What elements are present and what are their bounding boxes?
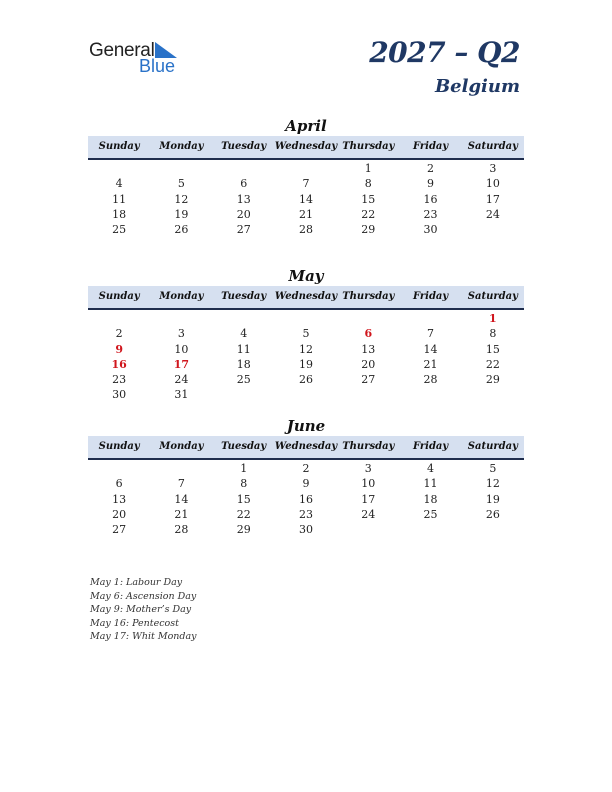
day-cell: 24 <box>485 207 500 221</box>
day-cell: 27 <box>236 223 251 237</box>
holiday-note: May 17: Whit Monday <box>90 631 197 643</box>
day-cell: 19 <box>298 357 313 371</box>
weekday-label: Thursday <box>342 141 395 152</box>
empty-day-cell <box>399 522 461 537</box>
day-cell: 10 <box>361 477 376 491</box>
weekday-header-row <box>88 136 524 160</box>
weekday-label: Thursday <box>342 441 395 452</box>
day-cell: 17 <box>485 192 500 206</box>
weekday-label: Sunday <box>98 291 140 302</box>
weekday-label: Friday <box>412 141 449 152</box>
holiday-note: May 6: Ascension Day <box>90 590 197 602</box>
day-cell: 7 <box>177 477 185 491</box>
day-cell: 28 <box>174 523 189 537</box>
day-cell: 18 <box>236 357 251 371</box>
day-cell: 15 <box>485 342 500 356</box>
empty-day-cell <box>275 311 337 326</box>
logo-word-blue: Blue <box>139 56 176 76</box>
day-cell: 11 <box>423 477 438 491</box>
holiday-note: May 16: Pentecost <box>90 617 179 629</box>
empty-day-cell <box>462 387 524 402</box>
weekday-label: Monday <box>159 141 204 152</box>
day-cell: 17 <box>173 357 190 371</box>
empty-day-cell <box>213 387 275 402</box>
day-cell: 22 <box>361 207 376 221</box>
empty-day-cell <box>337 311 399 326</box>
week-row <box>88 311 524 326</box>
day-cell: 1 <box>240 462 248 475</box>
day-cell: 5 <box>177 177 185 191</box>
day-cell: 14 <box>423 342 438 356</box>
day-cell: 9 <box>427 177 435 191</box>
day-cell: 10 <box>174 342 189 356</box>
week-row <box>88 522 524 537</box>
holiday-note: May 9: Mother’s Day <box>90 604 192 616</box>
day-cell: 25 <box>112 223 127 237</box>
day-cell: 23 <box>298 507 313 521</box>
week-row <box>88 492 524 507</box>
day-cell: 13 <box>112 492 127 506</box>
weekday-label: Friday <box>412 291 449 302</box>
day-cell: 22 <box>236 507 251 521</box>
empty-day-cell <box>213 161 275 176</box>
week-row <box>88 326 524 341</box>
weekday-header-row <box>88 286 524 310</box>
day-cell: 4 <box>115 177 123 191</box>
weekday-label: Tuesday <box>221 291 267 302</box>
day-cell: 22 <box>485 357 500 371</box>
day-cell: 8 <box>489 327 497 341</box>
day-cell: 16 <box>423 192 438 206</box>
day-cell: 1 <box>364 162 372 175</box>
day-cell: 28 <box>298 223 313 237</box>
day-cell: 7 <box>302 177 310 191</box>
day-cell: 11 <box>236 342 251 356</box>
weekday-header-row <box>88 436 524 460</box>
empty-day-cell <box>399 387 461 402</box>
week-row <box>88 207 524 222</box>
weekday-label: Wednesday <box>274 291 338 302</box>
month-may <box>88 266 524 403</box>
day-cell: 2 <box>302 462 310 475</box>
empty-day-cell <box>275 161 337 176</box>
empty-day-cell <box>88 311 150 326</box>
page-title: 2027 – Q2 <box>369 36 520 69</box>
month-name: May <box>288 267 324 285</box>
week-row <box>88 342 524 357</box>
day-cell: 9 <box>302 477 310 491</box>
week-row <box>88 161 524 176</box>
month-name: April <box>285 117 327 135</box>
day-cell: 13 <box>236 192 251 206</box>
day-cell: 14 <box>174 492 189 506</box>
day-cell: 6 <box>115 477 123 491</box>
day-cell: 12 <box>485 477 500 491</box>
day-cell: 11 <box>112 192 127 206</box>
empty-day-cell <box>88 161 150 176</box>
day-cell: 6 <box>364 327 373 341</box>
day-cell: 29 <box>361 223 376 237</box>
week-row <box>88 461 524 476</box>
day-cell: 12 <box>298 342 313 356</box>
weekday-label: Monday <box>159 291 204 302</box>
weekday-label: Saturday <box>467 291 518 302</box>
day-cell: 12 <box>174 192 189 206</box>
day-cell: 21 <box>174 507 189 521</box>
weekday-label: Monday <box>159 441 204 452</box>
day-cell: 23 <box>423 207 438 221</box>
weekday-label: Tuesday <box>221 441 267 452</box>
day-cell: 9 <box>115 342 123 356</box>
day-cell: 16 <box>298 492 313 506</box>
empty-day-cell <box>337 522 399 537</box>
day-cell: 20 <box>236 207 251 221</box>
weekday-label: Saturday <box>467 141 518 152</box>
week-row <box>88 357 524 372</box>
day-cell: 25 <box>236 373 251 387</box>
day-cell: 15 <box>361 192 376 206</box>
empty-day-cell <box>337 387 399 402</box>
day-cell: 16 <box>111 357 127 371</box>
day-cell: 20 <box>112 507 127 521</box>
country-name: Belgium <box>434 76 520 97</box>
empty-day-cell <box>150 461 212 476</box>
day-cell: 30 <box>423 223 438 237</box>
day-cell: 20 <box>361 357 376 371</box>
week-row <box>88 372 524 387</box>
day-cell: 25 <box>423 507 438 521</box>
day-cell: 19 <box>174 207 189 221</box>
holiday-note: May 1: Labour Day <box>90 577 183 588</box>
week-row <box>88 176 524 191</box>
month-name: June <box>286 417 326 435</box>
day-cell: 26 <box>174 223 189 237</box>
day-cell: 10 <box>485 177 500 191</box>
weekday-label: Saturday <box>467 441 518 452</box>
day-cell: 27 <box>361 373 376 387</box>
day-cell: 1 <box>489 312 497 325</box>
day-cell: 6 <box>240 177 248 191</box>
empty-day-cell <box>462 222 524 237</box>
week-row <box>88 507 524 522</box>
weekday-label: Friday <box>412 441 449 452</box>
day-cell: 30 <box>112 388 127 402</box>
day-cell: 24 <box>174 373 189 387</box>
week-row <box>88 192 524 207</box>
day-cell: 21 <box>298 207 313 221</box>
day-cell: 3 <box>364 462 372 475</box>
day-cell: 13 <box>361 342 376 356</box>
day-cell: 18 <box>423 492 438 506</box>
day-cell: 3 <box>489 162 497 175</box>
day-cell: 29 <box>485 373 500 387</box>
month-june <box>88 416 524 537</box>
day-cell: 31 <box>174 388 189 402</box>
day-cell: 17 <box>361 492 376 506</box>
weekday-label: Wednesday <box>274 441 338 452</box>
weekday-label: Wednesday <box>274 141 338 152</box>
day-cell: 24 <box>361 507 376 521</box>
day-cell: 5 <box>302 327 310 341</box>
empty-day-cell <box>150 161 212 176</box>
day-cell: 27 <box>112 523 127 537</box>
week-row <box>88 222 524 237</box>
weekday-label: Sunday <box>98 141 140 152</box>
empty-day-cell <box>88 461 150 476</box>
day-cell: 26 <box>485 507 500 521</box>
month-april <box>88 116 524 237</box>
day-cell: 3 <box>177 327 185 341</box>
holiday-notes <box>90 576 197 644</box>
day-cell: 4 <box>240 327 248 341</box>
day-cell: 18 <box>112 207 127 221</box>
day-cell: 2 <box>427 162 435 175</box>
empty-day-cell <box>462 522 524 537</box>
day-cell: 14 <box>298 192 313 206</box>
day-cell: 8 <box>364 177 372 191</box>
logo-word-general: General <box>89 40 155 61</box>
week-row <box>88 476 524 491</box>
logo <box>89 40 189 76</box>
day-cell: 23 <box>112 373 127 387</box>
day-cell: 7 <box>427 327 435 341</box>
weekday-label: Sunday <box>98 441 140 452</box>
day-cell: 30 <box>298 523 313 537</box>
day-cell: 4 <box>427 462 435 475</box>
empty-day-cell <box>275 387 337 402</box>
empty-day-cell <box>150 311 212 326</box>
day-cell: 2 <box>115 327 123 341</box>
day-cell: 29 <box>236 523 251 537</box>
day-cell: 5 <box>489 462 497 475</box>
day-cell: 15 <box>236 492 251 506</box>
week-row <box>88 387 524 402</box>
day-cell: 19 <box>485 492 500 506</box>
day-cell: 21 <box>423 357 438 371</box>
empty-day-cell <box>399 311 461 326</box>
empty-day-cell <box>213 311 275 326</box>
weekday-label: Tuesday <box>221 141 267 152</box>
day-cell: 28 <box>423 373 438 387</box>
day-cell: 8 <box>240 477 248 491</box>
day-cell: 26 <box>298 373 313 387</box>
weekday-label: Thursday <box>342 291 395 302</box>
